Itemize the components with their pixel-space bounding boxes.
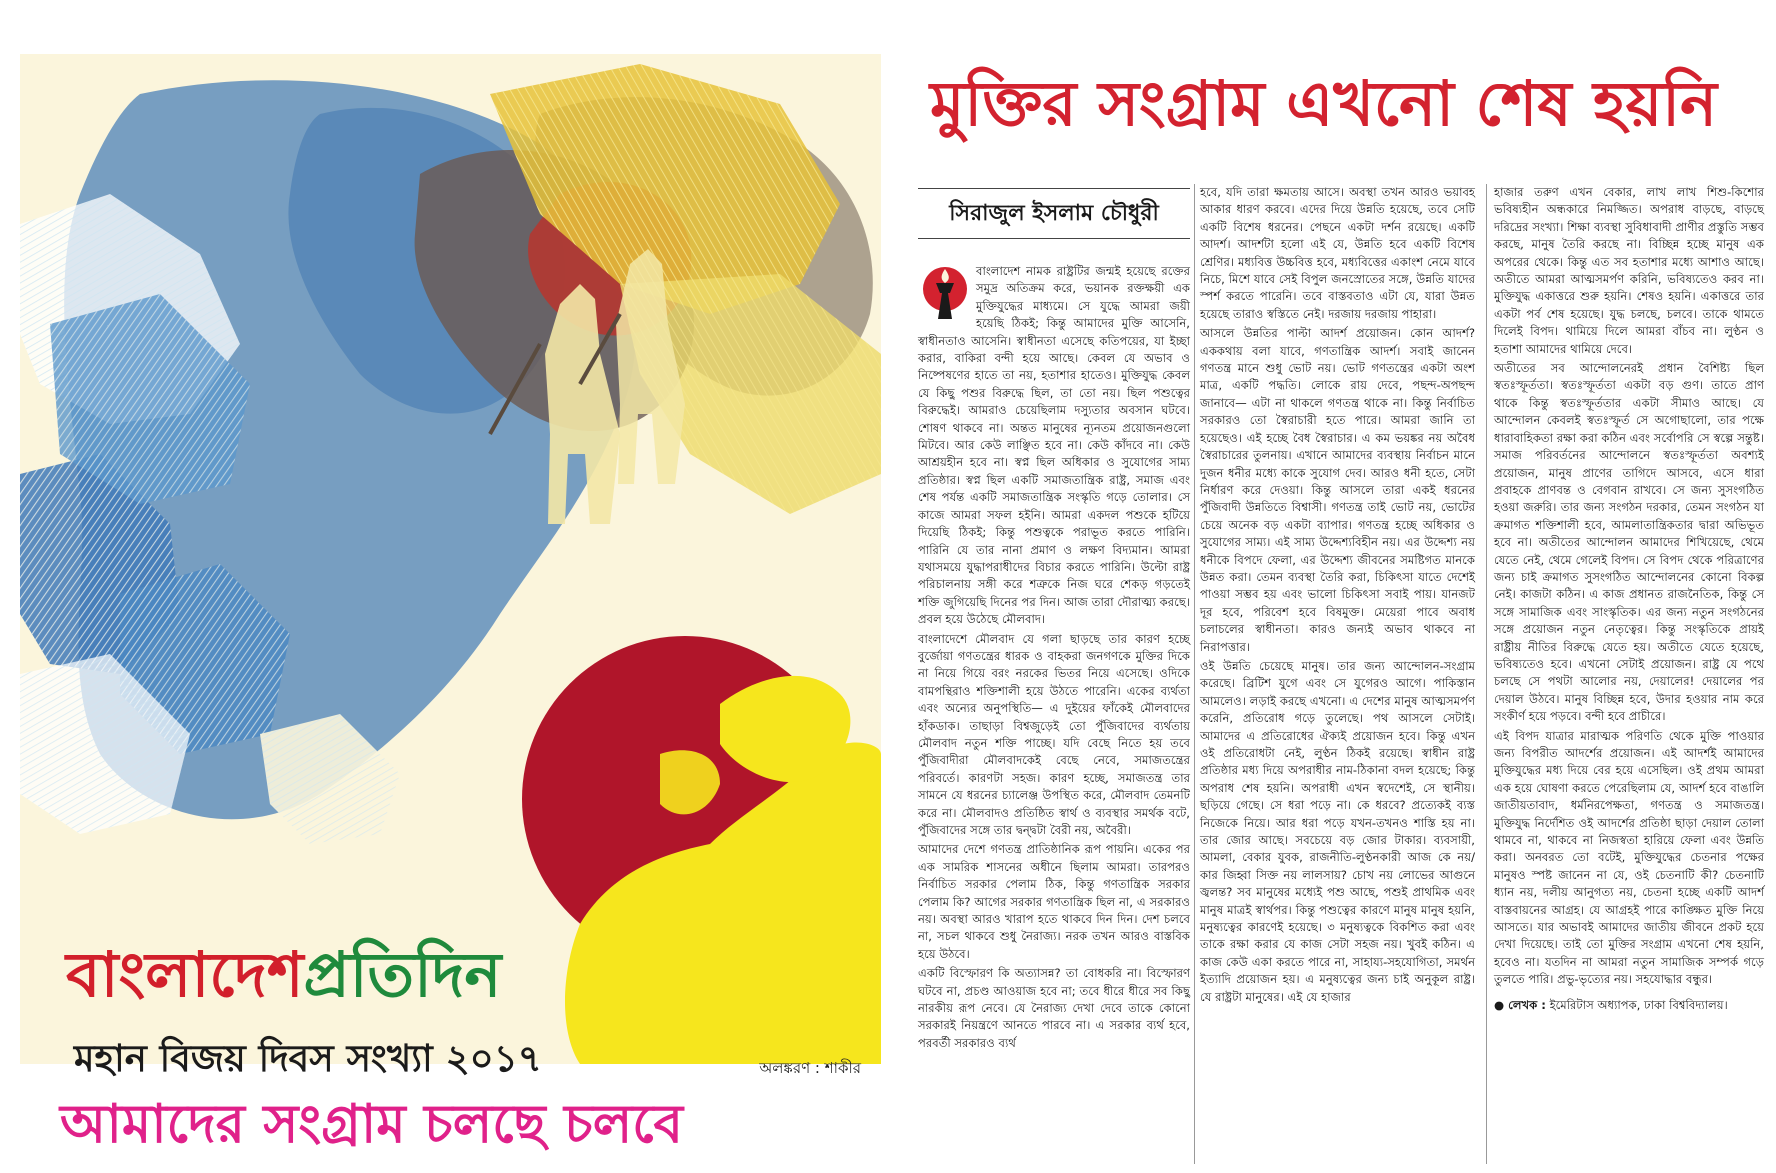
column-divider (1486, 184, 1487, 1164)
author-byline: সিরাজুল ইসলাম চৌধুরী (918, 188, 1190, 239)
author-note-label: ● লেখক : (1494, 997, 1546, 1012)
illustration-credit: অলঙ্করণ : শাকীর (759, 1059, 861, 1077)
paragraph: আসলে উন্নতির পাল্টা আদর্শ প্রয়োজন। কোন আদর্শ? এককথায় বলা যাবে, গণতান্ত্রিক আদর্শ। সবাই জানেন গণতন্ত্র মানে শুধু ভোট নয়। ভোট গণতন্ত্রের একটা অংশ মাত্র, একটি পদ্ধতি। লোকে রায় দেবে, পছন্দ-অপছন্দ জানাবে— এটা না থাকলে গণতন্ত্র থাকে না। কিন্তু নির্বাচিত সরকারও তো স্বৈরাচারী হতে পারে। আমরা জানি তা হয়েছেও। এই হচ্ছে বৈধ স্বৈরাচার। এ কম ভয়ঙ্কর নয় অবৈধ স্বৈরাচারের তুলনায়। এখানে আমাদের ব্যবস্থায় নির্বাচন মানে দুজন ধনীর মধ্যে কাকে সুযোগ দেব। আরও ধনী হতে, সেটা নির্ধারণ করে দেওয়া। কিন্তু আসলে তারা একই ধরনের পুঁজিবাদী উন্নতিতে বিশ্বাসী। গণতন্ত্র তাই ভোট নয়, ভোটের চেয়ে অনেক বড় একটা ব্যাপার। গণতন্ত্র হচ্ছে অধিকার ও সুযোগের সাম্য। এই সাম্য উদ্দেশ্যবিহীন নয়। এর উদ্দেশ্য নয় ধনীকে বিপদে ফেলা, এর উদ্দেশ্য জীবনের সমষ্টিগত মানকে উন্নত করা। তেমন ব্যবস্থা তৈরি করা, চিকিৎসা যাতে দেশেই পাওয়া সম্ভব হয় এবং ভালো চিকিৎসা সবাই পায়। যানজট দূর হবে, পরিবেশ হবে বিষমুক্ত। মেয়েরা পাবে অবাধ চলাচলের স্বাধীনতা। কারও জন্যই অভাব থাকবে না নিরাপত্তার। (1200, 326, 1475, 654)
paragraph: অতীতের সব আন্দোলনেরই প্রধান বৈশিষ্ট্য ছিল স্বতঃস্ফূর্ততা। স্বতঃস্ফূর্ততা একটা বড় গুণ। তাতে প্রাণ থাকে কিন্তু স্বতঃস্ফূর্ততার একটা সীমাও আছে। যে আন্দোলন কেবলই স্বতঃস্ফূর্ত সে অগোছালো, তার পক্ষে ধারাবাহিকতা রক্ষা করা কঠিন এবং সর্বোপরি সে স্বল্পে সন্তুষ্ট। সমাজ পরিবর্তনের আন্দোলনে স্বতঃস্ফূর্ততা অবশ্যই প্রয়োজন, মানুষ প্রাণের তাগিদে আসবে, এসে ধারা প্রবাহকে প্রাণবন্ত ও বেগবান রাখবে। সে জন্য সুসংগঠিত হওয়া জরুরি। তার জন্য সংগঠন দরকার, তেমন সংগঠন যা ক্রমাগত শক্তিশালী হবে, আমলাতান্ত্রিকতার দ্বারা অভিভূত হবে না। অতীতের আন্দোলন আমাদের শিখিয়েছে, থেমে যেতে নেই, থেমে গেলেই বিপদ। সে বিপদ থেকে পরিত্রাণের জন্য চাই ক্রমাগত সুসংগঠিত আন্দোলনের কোনো বিকল্প নেই। কাজটা কঠিন। এ কাজ প্রধানত রাজনৈতিক, কিন্তু সে সঙ্গে সামাজিক এবং সাংস্কৃতিক। এর জন্য নতুন সংগঠনের সঙ্গে প্রয়োজন নতুন নেতৃত্বের। কিন্তু সংস্কৃতিকে প্রায়ই রাষ্ট্রীয় নীতির বিরুদ্ধে যেতে হয়। অতীতে যেতে হয়েছে, ভবিষ্যতেও হবে। এখনো সেটাই প্রয়োজন। রাষ্ট্র যে পথে চলছে সে পথটা আলোর নয়, দেয়ালের! দেয়ালের পর দেয়াল উঠবে। মানুষ বিচ্ছিন্ন হবে, উদার হওয়ার নাম করে সংকীর্ণ হয়ে পড়বে। বন্দী হবে প্রাচীরে। (1494, 361, 1764, 724)
paragraph: বাংলাদেশ নামক রাষ্ট্রটির জন্মই হয়েছে রক্তের সমুদ্র অতিক্রম করে, ভয়ানক রক্তক্ষয়ী এক মুক্তিযুদ্ধের মাধ্যমে। সে যুদ্ধে আমরা জয়ী হয়েছি ঠিকই; কিন্তু আমাদের মুক্তি আসেনি, স্বাধীনতাও আসেনি। স্বাধীনতা এসেছে কতিপয়ের, যা ইচ্ছা করার, বাকিরা বন্দী হয়ে আছে। কেবল যে অভাব ও নিষ্পেষণের হাতে তা নয়, হতাশার হাতেও। মুক্তিযুদ্ধ কেবল যে কিছু পশুর বিরুদ্ধে ছিল, তা তো নয়। ছিল পশুত্বের বিরুদ্ধেই। আমরাও চেয়েছিলাম দস্যুতার অবসান ঘটবে। শোষণ থাকবে না। অন্তত মানুষের ন্যূনতম প্রয়োজনগুলো মিটবে। আর কেউ লাঞ্ছিত হবে না। কেউ কাঁদবে না। কেউ আশ্রয়হীন হবে না। স্বপ্ন ছিল অধিকার ও সুযোগের সাম্য প্রতিষ্ঠার। স্বপ্ন ছিল একটি সমাজতান্ত্রিক রাষ্ট্র, সমাজ এবং শেষ পর্যন্ত একটি সমাজতান্ত্রিক সংস্কৃতি গড়ে তোলার। সে কাজে আমরা সফল হইনি। আমরা একদল পশুকে হটিয়ে দিয়েছি ঠিকই; কিন্তু পশুত্বকে পরাভূত করতে পারিনি। পারিনি যে তার নানা প্রমাণ ও লক্ষণ বিদ্যমান। আমরা যথাসময়ে যুদ্ধাপরাধীদের বিচার করতে পারিনি। উল্টো রাষ্ট্র পরিচালনায় সঙ্গী করে শত্রুকে নিজ ঘরে শেকড় গড়তেই শক্তি জুগিয়েছি দিনের পর দিন। আজ তারা দৌরাত্ম্য করছে। প্রবল হয়ে উঠেছে মৌলবাদ। (918, 264, 1190, 627)
logo-part-protidin: প্রতিদিন (303, 938, 502, 1011)
author-note (1494, 997, 1764, 1014)
issue-title: মহান বিজয় দিবস সংখ্যা ২০১৭ (74, 1037, 542, 1080)
torch-emblem-icon (918, 263, 976, 323)
poster-illustration (20, 54, 881, 1080)
article-headline: মুক্তির সংগ্রাম এখনো শেষ হয়নি (930, 67, 1717, 140)
paragraph: বাংলাদেশে মৌলবাদ যে গলা ছাড়ছে তার কারণ হচ্ছে বুর্জোয়া গণতন্ত্রের ধারক ও বাহকরা জনগণকে মুক্তির দিকে না নিয়ে গিয়ে বরং নরকের ভিতর নিয়ে এসেছে। ওদিকে বামপন্থিরাও শক্তিশালী হয়ে উঠতে পারেনি। একের ব্যর্থতা এবং অন্যের অনুপস্থিতি— এ দুইয়ের ফাঁকেই মৌলবাদের হাঁকডাক। তাছাড়া বিশ্বজুড়েই তো পুঁজিবাদের ব্যর্থতায় মৌলবাদ নতুন শক্তি পাচ্ছে। যদি বেছে নিতে হয় তবে পুঁজিবাদীরা মৌলবাদকেই বেছে নেবে, সমাজতন্ত্রের পরিবর্তে। কারণটা সহজ। কারণ হচ্ছে, সমাজতন্ত্র তার সামনে যে ধরনের চ্যালেঞ্জ উপস্থিত করে, মৌলবাদ তেমনটি করে না। মৌলবাদও প্রতিষ্ঠিত স্বার্থ ও ব্যবস্থার সমর্থক বটে, পুঁজিবাদের সঙ্গে তার দ্বন্দ্বটা বৈরী নয়, অবৈরী। (918, 631, 1190, 837)
paragraph: হাজার তরুণ এখন বেকার, লাখ লাখ শিশু-কিশোর ভবিষ্যহীন অন্ধকারে নিমজ্জিত। অপরাধ বাড়ছে, বাড়ছে দরিদ্রের সংখ্যা। শিক্ষা ব্যবস্থা সুবিধাবাদী প্রাণীর প্রস্তুতি সম্ভব করছে, মানুষ তৈরি করছে না। বিচ্ছিন্ন হচ্ছে মানুষ এক অপরের থেকে। কিন্তু এত সব হতাশার মধ্যে আশাও আছে। অতীতে আমরা আত্মসমর্পণ করিনি, ভবিষ্যতেও করব না। মুক্তিযুদ্ধ একাত্তরে শুরু হয়নি। শেষও হয়নি। একাত্তরে তার একটা পর্ব শেষ হয়েছে। যুদ্ধ চলছে, চলবে। তাকে থামতে দিলেই বিপদ। থামিয়ে দিলে আমরা বাঁচব না। লুণ্ঠন ও হতাশা আমাদের থামিয়ে দেবে। (1494, 185, 1764, 356)
slogan: আমাদের সংগ্রাম চলছে চলবে (60, 1094, 683, 1155)
article-column-2 (1200, 184, 1475, 1168)
logo-part-bangladesh: বাংলাদেশ (66, 938, 304, 1011)
paragraph: ওই উন্নতি চেয়েছে মানুষ। তার জন্য আন্দোলন-সংগ্রাম করেছে। ব্রিটিশ যুগে এবং সে যুগেরও আগে। পাকিস্তান আমলেও। লড়াই করছে এখনো। এ দেশের মানুষ আত্মসমর্পণ করেনি, প্রতিরোধ গড়ে তুলেছে। পথ আসলে সেটাই। আমাদের এ প্রতিরোধের ঐক্যই প্রয়োজন হবে। কিন্তু এখন ওই প্রতিরোধটা নেই, লুণ্ঠন ঠিকই রয়েছে। স্বাধীন রাষ্ট্র প্রতিষ্ঠার মধ্য দিয়ে অপরাধীর নাম-ঠিকানা বদল হয়েছে; কিন্তু অপরাধ শেষ হয়নি। অপরাধী এখন স্বদেশেই, সে স্থানীয়। ছড়িয়ে গেছে। সে ধরা পড়ে না। কে ধরবে? প্রত্যেকই ব্যস্ত নিজেকে নিয়ে। আর ধরা পড়ে যখন-তখনও শাস্তি হয় না। তার জোর আছে। সবচেয়ে বড় জোর টাকার। ব্যবসায়ী, আমলা, বেকার যুবক, রাজনীতি-লুণ্ঠনকারী আজ কে নয়/কার জিহ্বা সিক্ত নয় লালসায়? চোখ নয় লোভের আগুনে জ্বলন্ত? সব মানুষের মধ্যেই পশু আছে, পশুই প্রাথমিক এবং মানুষ মাত্রই স্বার্থপর। কিন্তু পশুত্বের কারণে মানুষ মানুষ হয়নি, মনুষ্যত্বের কারণেই হয়েছে। ৩ মনুষ্যত্বকে বিকশিত করা এবং তাকে রক্ষা করার যে কাজ সেটা সহজ নয়। খুবই কঠিন। এ কাজ কেউ একা করতে পারে না, সাহায্য-সহযোগিতা, সমর্থন ইত্যাদি প্রয়োজন হয়। এ মনুষ্যত্বের জন্য চাই অনুকূল রাষ্ট্র। যে রাষ্ট্রটা মানুষের। এই যে হাজার (1200, 658, 1475, 1004)
paragraph: একটি বিস্ফোরণ কি অত্যাসন্ন? তা বোধকরি না। বিস্ফোরণ ঘটবে না, প্রচণ্ড আওয়াজ হবে না; তবে ধীরে ধীরে সব কিছু নারকীয় রূপ নেবে। যে নৈরাজ্য দেখা দেবে তাকে কোনো সরকারই নিয়ন্ত্রণে আনতে পারবে না। এ সরকার ব্যর্থ হবে, পরবর্তী সরকারও ব্যর্থ (918, 966, 1190, 1050)
article-column-3 (1494, 184, 1764, 1168)
paragraph: এই বিপদ যাত্রার মারাত্মক পরিণতি থেকে মুক্তি পাওয়ার জন্য বিপরীত আদর্শের প্রয়োজন। এই আদর্শই আমাদের মুক্তিযুদ্ধের মধ্য দিয়ে বের হয়ে এসেছিল। ওই প্রথম আমরা এক হয়ে ঘোষণা করতে পেরেছিলাম যে, আদর্শ হবে বাঙালি জাতীয়তাবাদ, ধর্মনিরপেক্ষতা, গণতন্ত্র ও সমাজতন্ত্র। মুক্তিযুদ্ধ নির্দেশিত ওই আদর্শের প্রতিষ্ঠা ছাড়া দেয়াল তোলা থামবে না, থাকবে না নিজস্বতা হারিয়ে ফেলা এবং উন্নতি করা। অনবরত তো বটেই, মুক্তিযুদ্ধের চেতনার পক্ষের মানুষও স্পষ্ট জানেন না যে, ওই চেতনাটি কী? চেতনাটি ধ্যান নয়, দলীয় আনুগত্য নয়, চেতনা হচ্ছে একটি আদর্শ বাস্তবায়নের আগ্রহ। যে আগ্রহই পারে কাঙ্ক্ষিত মুক্তি নিয়ে আসতে। যার অভাবই আমাদের জাতীয় জীবনে প্রকট হয়ে দেখা দিয়েছে। তাই তো মুক্তির সংগ্রাম এখনো শেষ হয়নি, হবেও না। যতদিন না আমরা নতুন সামাজিক সম্পর্ক গড়ে তুলতে পারি। প্রভু-ভৃত্যের নয়। সহযোদ্ধার বন্ধুর। (1494, 728, 1764, 987)
paragraph: আমাদের দেশে গণতন্ত্র প্রাতিষ্ঠানিক রূপ পায়নি। একের পর এক সামরিক শাসনের অধীনে ছিলাম আমরা। তারপরও নির্বাচিত সরকার পেলাম ঠিক, কিন্তু গণতান্ত্রিক সরকার পেলাম কি? আগের সরকার গণতান্ত্রিক ছিল না, এ সরকারও নয়। অবস্থা আরও খারাপ হতে থাকবে দিন দিন। দেশ চলবে না, সচল থাকবে শুধু নৈরাজ্য। নরক তখন আরও বাস্তবিক হয়ে উঠবে। (918, 842, 1190, 961)
article-column-1 (918, 263, 1190, 1168)
paragraph: হবে, যদি তারা ক্ষমতায় আসে। অবস্থা তখন আরও ভয়াবহ আকার ধারণ করবে। এদের দিয়ে উন্নতি হয়েছে, তবে সেটি একটি বিশেষ ধরনের। পেছনে একটা দর্শন রয়েছে। একটি আদর্শ। আদর্শটা হলো এই যে, উন্নতি হবে একটি বিশেষ শ্রেণির। মধ্যবিত্ত উচ্চবিত্ত হবে, মধ্যবিত্তের একাংশ নেমে যাবে নিচে, মিশে যাবে সেই বিপুল জনস্রোতের সঙ্গে, উন্নতি যাদের স্পর্শ করতে পারেনি। তবে বাস্তবতাও এটা যে, যারা উন্নত হয়েছে তারাও স্বস্তিতে নেই। দরজায় দরজায় পাহারা। (1200, 185, 1475, 321)
watercolor-artwork (20, 54, 881, 1064)
column-divider (1194, 184, 1195, 1164)
author-note-text: ইমেরিটাস অধ্যাপক, ঢাকা বিশ্ববিদ্যালয়। (1549, 997, 1728, 1012)
newspaper-logo (66, 938, 502, 1011)
